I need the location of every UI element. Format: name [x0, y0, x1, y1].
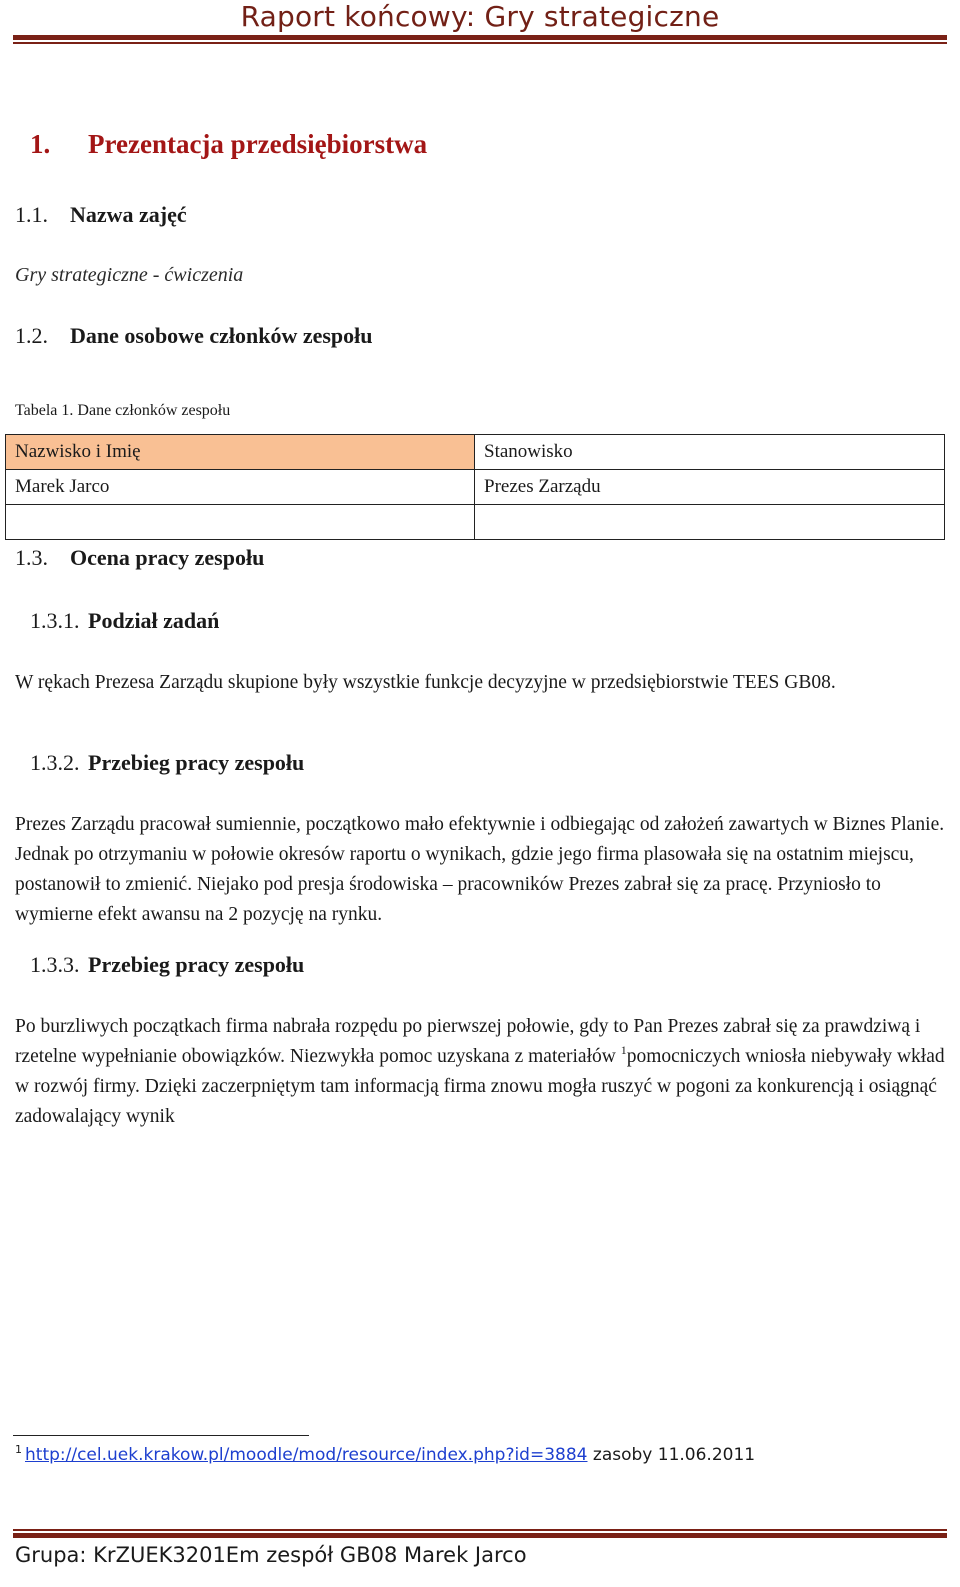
section-heading-1-3-2	[30, 750, 304, 776]
section-number: 1.2.	[15, 323, 48, 348]
table-row	[6, 470, 945, 505]
table-cell: Marek Jarco	[6, 470, 475, 505]
section-heading-1-3-3	[30, 952, 304, 978]
footnote-marker: 1	[15, 1443, 22, 1456]
section-title: Dane osobowe członków zespołu	[70, 323, 373, 348]
section-title: Prezentacja przedsiębiorstwa	[88, 129, 428, 159]
section-title: Nazwa zajęć	[70, 202, 187, 227]
footnote-reference[interactable]: 1	[620, 1043, 627, 1057]
section-title: Ocena pracy zespołu	[70, 545, 265, 570]
footnote-separator	[13, 1435, 309, 1436]
paragraph-work-summary	[15, 1012, 945, 1132]
section-title: Podział zadań	[88, 608, 220, 633]
footnote-text: zasoby 11.06.2011	[587, 1445, 756, 1465]
section-heading-1-3-1	[30, 608, 219, 634]
footnote-link[interactable]: http://cel.uek.krakow.pl/moodle/mod/resource/index.php?id=3884	[25, 1445, 588, 1465]
section-number: 1.	[30, 129, 51, 159]
table-header-cell: Stanowisko	[475, 435, 945, 470]
section-title: Przebieg pracy zespołu	[88, 952, 305, 977]
table-cell: Prezes Zarządu	[475, 470, 945, 505]
section-number: 1.3.3.	[30, 952, 80, 977]
paragraph-task-division: W rękach Prezesa Zarządu skupione były wszystkie funkcje decyzyjne w przedsiębiorstwie TEES GB08.	[15, 672, 836, 693]
section-number: 1.3.1.	[30, 608, 80, 633]
paragraph-text: pomocniczych wniosła niebywały wkład w rozwój firmy. Dzięki zaczerpniętym tam informacją firma znowu mogła ruszyć w pogoni za konkurencją i osiągnąć zadowalający wynik	[15, 1046, 945, 1127]
section-heading-1	[30, 129, 427, 160]
paragraph-work-progress: Prezes Zarządu pracował sumiennie, początkowo mało efektywnie i odbiegając od założeń zawartych w Biznes Planie. Jednak po otrzymaniu w połowie okresów raportu o wynikach, gdzie jego firma plasowała się na ostatnim miejscu, postanowił to zmienić. Niejako pod presja środowiska – pracowników Prezes zabrał się za pracę. Przyniosło to wymierne efekt awansu na 2 pozycję na rynku.	[15, 814, 945, 925]
header-rule-thick	[13, 35, 947, 40]
section-number: 1.1.	[15, 202, 48, 227]
footer-rule-thick	[13, 1533, 947, 1538]
page-header-title: Raport końcowy: Gry strategiczne	[240, 0, 720, 33]
table-cell	[6, 505, 475, 540]
members-table	[5, 434, 945, 540]
section-heading-1-3	[15, 545, 264, 571]
table-row	[6, 505, 945, 540]
paragraph-text: Po burzliwych początkach firma nabrała rozpędu po pierwszej połowie, gdy to Pan Prezes zabrał się za prawdziwą i rzetelne wypełnianie obowiązków. Niezwykła pomoc uzyskana z materiałów	[15, 1016, 921, 1067]
footer-rule-thin	[13, 1529, 947, 1531]
section-heading-1-2	[15, 323, 373, 349]
table-header-cell: Nazwisko i Imię	[6, 435, 475, 470]
page-footer: Grupa: KrZUEK3201Em zespół GB08 Marek Jarco	[15, 1543, 527, 1567]
table-header-row	[6, 435, 945, 470]
section-title: Przebieg pracy zespołu	[88, 750, 305, 775]
table-caption: Tabela 1. Dane członków zespołu	[15, 402, 231, 419]
section-number: 1.3.	[15, 545, 48, 570]
course-name: Gry strategiczne - ćwiczenia	[15, 264, 244, 286]
section-heading-1-1	[15, 202, 187, 228]
section-number: 1.3.2.	[30, 750, 80, 775]
footnote	[15, 1445, 755, 1465]
header-rule-thin	[13, 42, 947, 44]
table-cell	[475, 505, 945, 540]
